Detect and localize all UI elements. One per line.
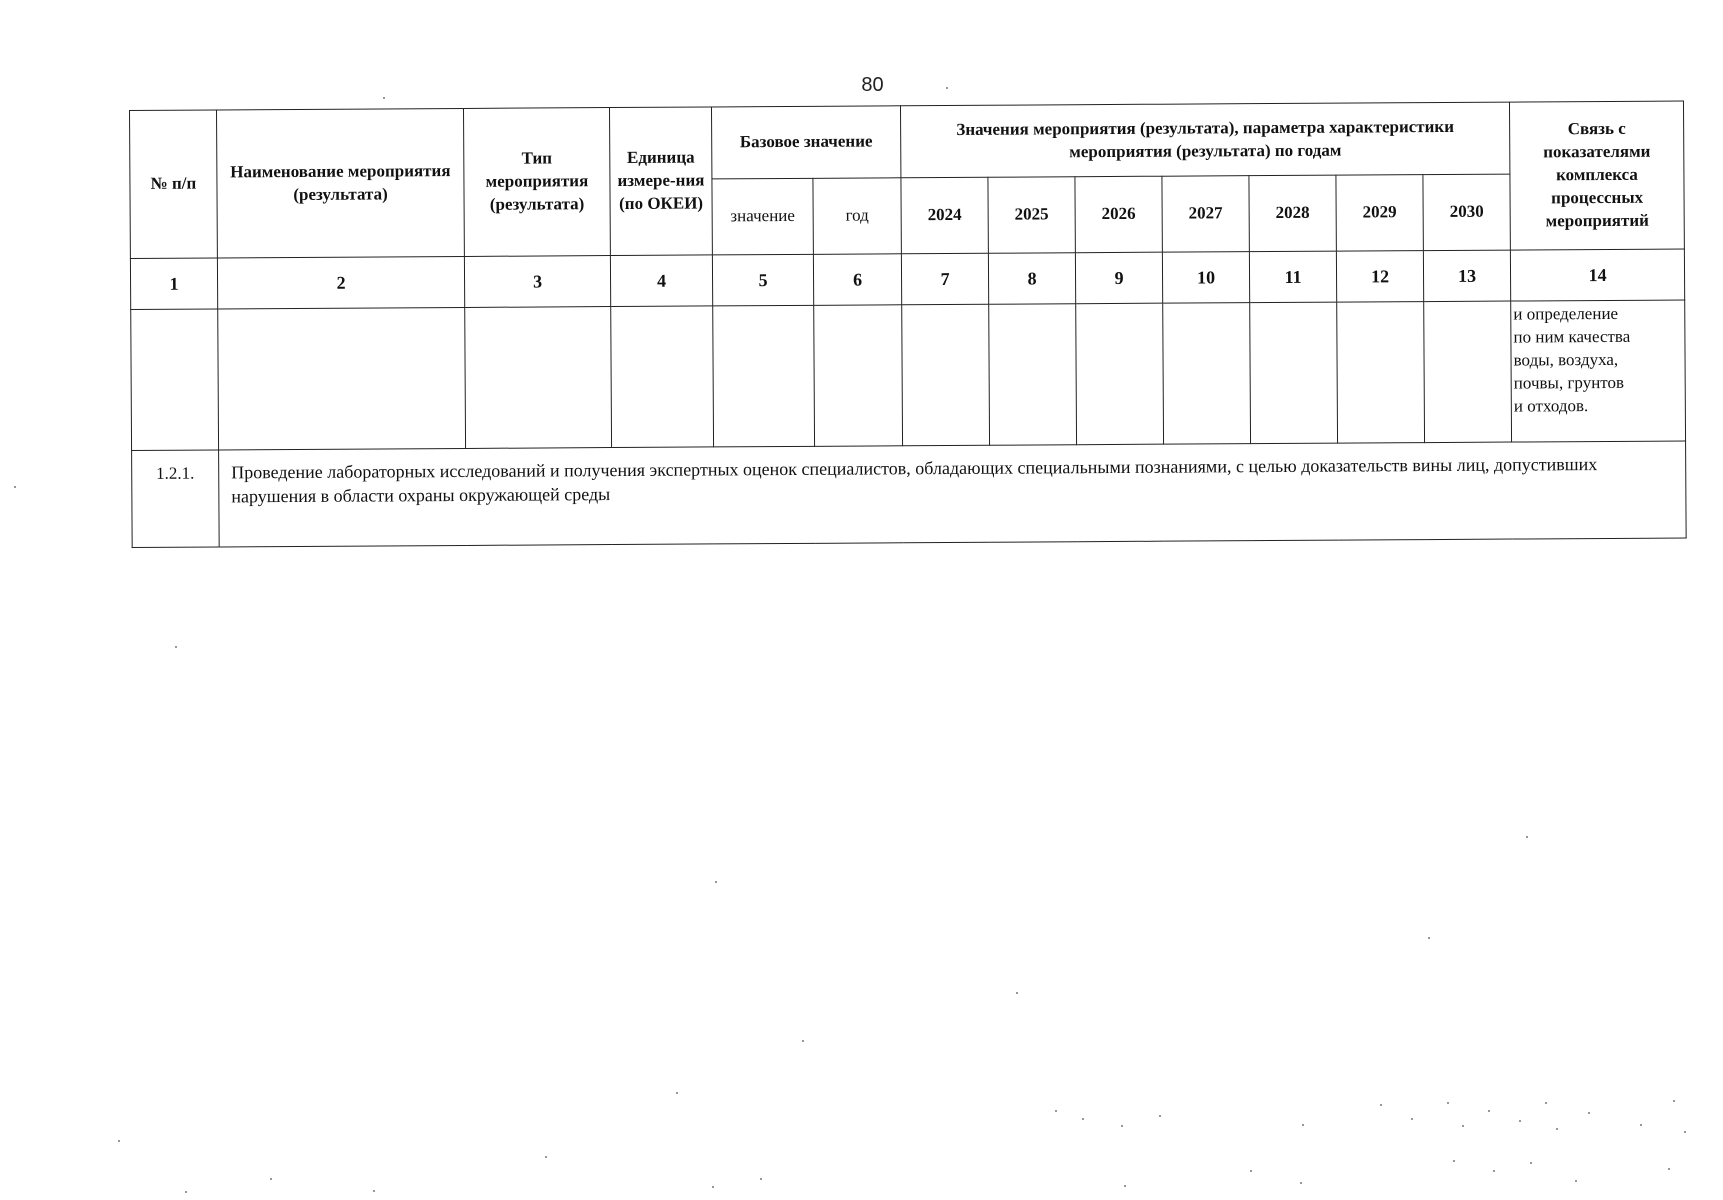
column-numbers-row	[130, 249, 1684, 309]
link-text-line: почвы, грунтов	[1513, 372, 1625, 393]
column-number: 1	[130, 258, 217, 310]
link-text-line: и определение	[1513, 303, 1619, 324]
column-number: 3	[464, 256, 610, 308]
link-text-line: по ним качества	[1513, 326, 1631, 347]
header-year: 2024	[901, 177, 988, 254]
item-number: 1.2.1.	[132, 450, 220, 548]
header-year: 2025	[988, 177, 1075, 254]
header-name: Наименование мероприятия (результата)	[217, 108, 465, 258]
header-values: Значения мероприятия (результата), параметра характеристики мероприятия (результата) по годам	[900, 102, 1509, 178]
column-number: 6	[813, 254, 901, 306]
empty-cell	[465, 307, 612, 449]
empty-cell	[902, 304, 990, 446]
header-year: 2029	[1336, 175, 1423, 252]
empty-cell	[1424, 301, 1512, 443]
header-year: 2027	[1162, 176, 1249, 253]
header-year: 2030	[1423, 174, 1511, 251]
empty-cell	[989, 304, 1077, 446]
column-number: 14	[1510, 249, 1684, 301]
column-number: 4	[610, 255, 712, 307]
header-type: Тип мероприятия (результата)	[463, 108, 610, 257]
column-number: 10	[1162, 252, 1249, 304]
header-row	[130, 101, 1684, 182]
column-number: 8	[988, 253, 1075, 305]
link-cell-continued	[1511, 300, 1686, 442]
empty-cell	[218, 307, 466, 450]
empty-cell	[814, 305, 903, 447]
column-number: 7	[901, 253, 988, 305]
empty-cell	[1076, 303, 1164, 445]
column-number: 12	[1336, 251, 1423, 303]
empty-cell	[131, 309, 219, 451]
page-number: 80	[861, 74, 884, 96]
header-base-year: год	[813, 178, 901, 255]
empty-cell	[713, 305, 815, 447]
item-row	[132, 441, 1687, 547]
link-text-line: и отходов.	[1513, 395, 1589, 416]
header-year: 2026	[1075, 176, 1162, 253]
empty-cell	[1163, 303, 1251, 445]
header-year: 2028	[1249, 175, 1336, 252]
column-number: 11	[1249, 251, 1336, 303]
empty-cell	[1337, 302, 1425, 444]
column-number: 9	[1075, 252, 1162, 304]
header-num: № п/п	[130, 110, 218, 259]
column-number: 13	[1423, 250, 1510, 302]
continued-row	[131, 300, 1686, 450]
header-link: Связь с показателями комплекса процессных мероприятий	[1510, 101, 1685, 250]
measures-table	[129, 101, 1687, 548]
header-unit: Единица измере-ния (по ОКЕИ)	[609, 107, 712, 256]
header-base: Базовое значение	[711, 106, 900, 179]
header-base-value: значение	[712, 178, 813, 255]
link-text-line: воды, воздуха,	[1513, 349, 1619, 370]
empty-cell	[611, 306, 714, 448]
column-number: 5	[712, 254, 813, 306]
column-number: 2	[217, 256, 464, 309]
item-description: Проведение лабораторных исследований и получения экспертных оценок специалистов, обладающих специальными познаниями, с целью доказательств вины лиц, допустивших нарушения в области охраны окружающей среды	[219, 441, 1687, 547]
empty-cell	[1250, 302, 1338, 444]
